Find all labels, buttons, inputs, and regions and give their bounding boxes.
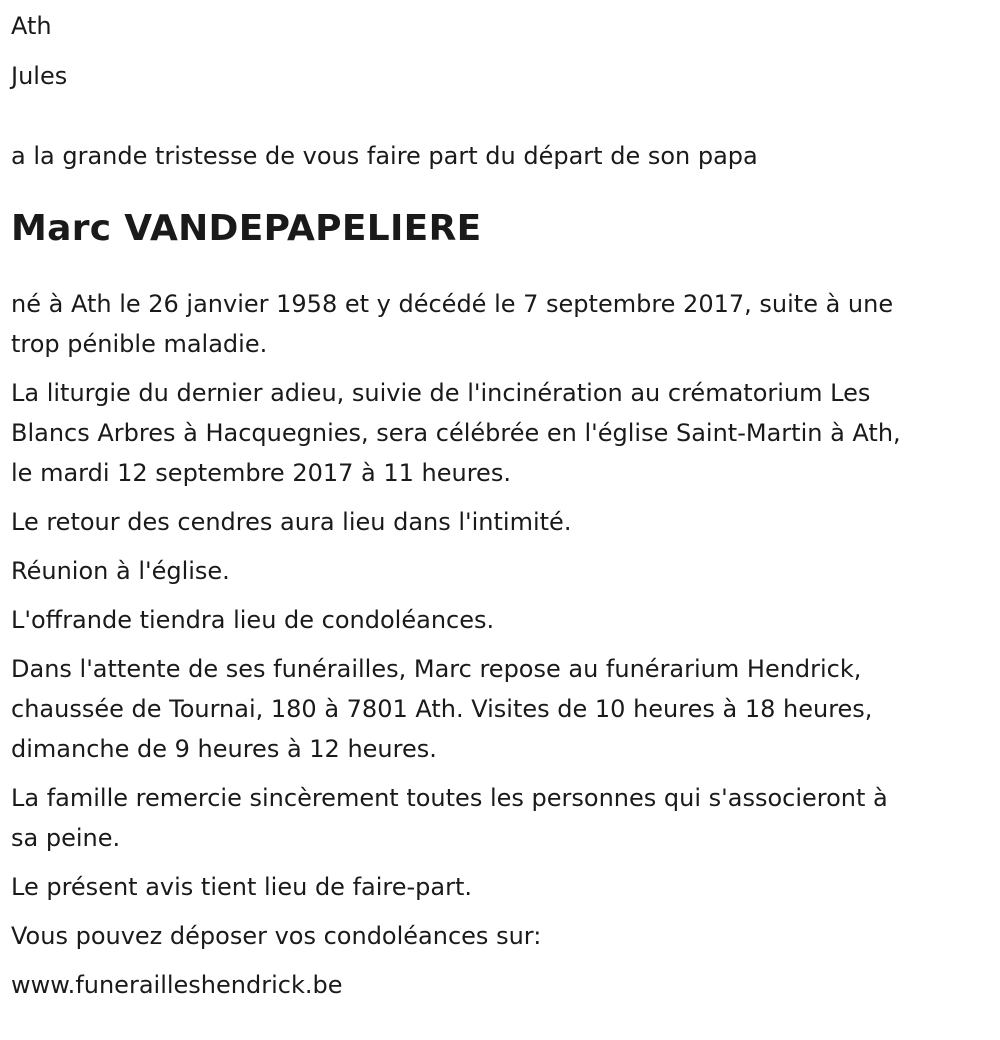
announcement-intro: a la grande tristesse de vous faire part du départ de son papa — [11, 142, 758, 170]
text-line: Vous pouvez déposer vos condoléances sur: — [11, 922, 542, 950]
website-paragraph — [11, 965, 990, 1005]
website-url: www.funerailleshendrick.be — [11, 971, 343, 999]
liturgy-paragraph — [11, 373, 990, 493]
ashes-paragraph — [11, 502, 990, 542]
funerarium-paragraph — [11, 649, 990, 769]
notice-paragraph — [11, 867, 990, 907]
birth-death-paragraph — [11, 284, 990, 364]
text-line: né à Ath le 26 janvier 1958 et y décédé le 7 septembre 2017, suite à une — [11, 290, 894, 318]
text-line: L'offrande tiendra lieu de condoléances. — [11, 606, 495, 634]
condolences-paragraph — [11, 916, 990, 956]
deceased-name: Marc VANDEPAPELIERE — [11, 208, 482, 249]
text-line: Réunion à l'église. — [11, 557, 230, 585]
text-line: La famille remercie sincèrement toutes les personnes qui s'associeront à — [11, 784, 888, 812]
text-line: Dans l'attente de ses funérailles, Marc repose au funérarium Hendrick, — [11, 655, 862, 683]
family-member-name: Jules — [11, 62, 68, 90]
text-line: Blancs Arbres à Hacquegnies, sera célébrée en l'église Saint-Martin à Ath, — [11, 419, 901, 447]
text-line: Le retour des cendres aura lieu dans l'intimité. — [11, 508, 572, 536]
text-line: dimanche de 9 heures à 12 heures. — [11, 735, 437, 763]
thanks-paragraph — [11, 778, 990, 858]
text-line: Le présent avis tient lieu de faire-part. — [11, 873, 473, 901]
reunion-paragraph — [11, 551, 990, 591]
place-name: Ath — [11, 12, 52, 40]
text-line: chaussée de Tournai, 180 à 7801 Ath. Visites de 10 heures à 18 heures, — [11, 695, 873, 723]
notice-body — [11, 284, 990, 1005]
offering-paragraph — [11, 600, 990, 640]
text-line: le mardi 12 septembre 2017 à 11 heures. — [11, 459, 511, 487]
text-line: La liturgie du dernier adieu, suivie de l'incinération au crématorium Les — [11, 379, 871, 407]
text-line: trop pénible maladie. — [11, 330, 268, 358]
text-line: sa peine. — [11, 824, 121, 852]
